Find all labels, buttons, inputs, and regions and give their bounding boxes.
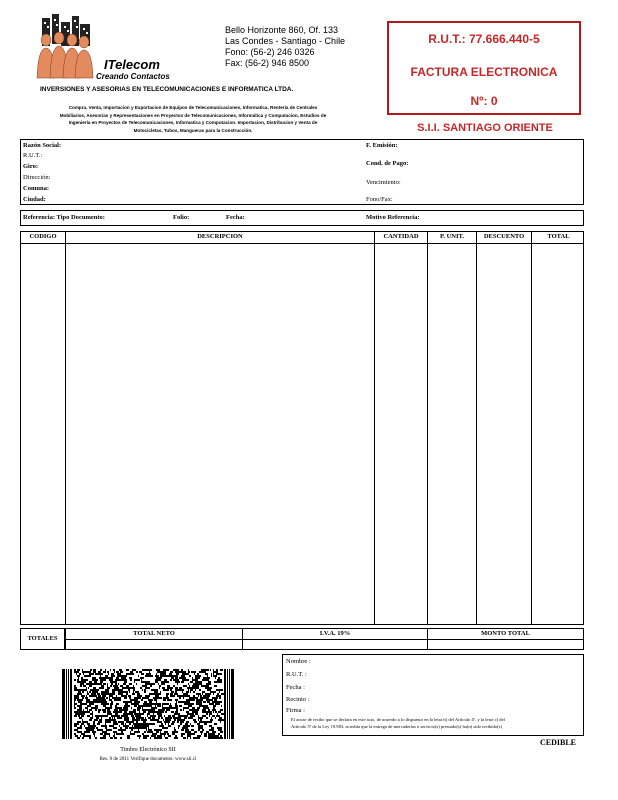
- total-neto-header: TOTAL NETO: [133, 630, 175, 637]
- comuna-label: Comuna:: [23, 185, 50, 192]
- header-divider: [21, 243, 583, 244]
- column-header-descripcion: DESCRIPCION: [197, 233, 243, 240]
- timbre-resolution: Res. 0 de 2011 Verifique documento: www.sii.cl: [99, 757, 197, 762]
- vencimiento-label: Vencimiento:: [366, 179, 401, 186]
- recinto-label: Recinto :: [286, 696, 310, 703]
- fecha-label: Fecha:: [226, 214, 245, 221]
- customer-info-box: [20, 139, 584, 205]
- column-header-descuento: DESCUENTO: [483, 233, 525, 240]
- firma-label: Firma :: [286, 707, 305, 714]
- totals-label: TOTALES: [27, 635, 58, 642]
- column-divider: [65, 232, 66, 624]
- referencia-tipo-label: Referencia: Tipo Documento:: [23, 214, 105, 221]
- totals-divider: [66, 639, 583, 640]
- description-line: Compra, Venta, Importacion y Exportacion de Equipos de Telecomunicaciones, Informatica, Rentería de Centrales: [68, 105, 318, 110]
- column-divider: [531, 232, 532, 624]
- description-line: Motocicletas, Tubos, Mangueras para la Construcción.: [133, 127, 253, 133]
- document-type: FACTURA ELECTRONICA: [410, 65, 558, 79]
- cond-pago-label: Cond. de Pago:: [366, 160, 409, 167]
- ciudad-label: Ciudad:: [23, 196, 46, 203]
- totals-grid: [65, 628, 584, 650]
- timbre-label: Timbre Electrónico SII: [120, 747, 176, 753]
- company-name: INVERSIONES Y ASESORIAS EN TELECOMUNICACIONES E INFORMATICA LTDA.: [40, 86, 294, 93]
- company-address: [225, 25, 345, 69]
- totals-label-box: [20, 628, 65, 650]
- document-header-box: [387, 21, 581, 115]
- legal-text: [291, 716, 581, 730]
- description-line: Mobiliarios, Asesorías y Representaciones en Proyectos de Telecomunicaciones, Informática y Computacion, Estudios de: [59, 112, 327, 118]
- column-divider: [476, 232, 477, 624]
- items-table: [20, 231, 584, 625]
- emision-label: F. Emisión:: [366, 142, 398, 149]
- column-divider: [427, 232, 428, 624]
- monto-total-header: MONTO TOTAL: [481, 630, 530, 637]
- people-city-logo-icon: [34, 14, 96, 82]
- motivo-label: Motivo Referencia:: [366, 214, 420, 221]
- barcode-icon: [62, 669, 234, 739]
- company-description: [18, 104, 368, 134]
- address-line: Bello Horizonte 860, Of. 133: [225, 25, 339, 35]
- sii-office: S.I.I. SANTIAGO ORIENTE: [417, 122, 553, 134]
- receipt-fecha-label: Fecha :: [286, 684, 305, 691]
- column-header-precio-unitario: P. UNIT.: [439, 233, 465, 240]
- folio-label: Folio:: [173, 214, 190, 221]
- column-header-cantidad: CANTIDAD: [383, 233, 419, 240]
- nombre-label: Nombre :: [286, 658, 311, 665]
- legal-line: Artículo 5º de la Ley 19.983, acredita que la entrega de mercaderías o servicio(s) prestado(s) ha(n) sido recibido(s): [291, 724, 502, 729]
- pdf417-barcode: [62, 669, 234, 739]
- description-line: Ingeniería en Proyectos de Telecomunicaciones, Informatica y Computacion. Importacion, Distribucion y Venta de: [68, 120, 318, 125]
- rut-label: R.U.T.:: [23, 152, 43, 159]
- brand-name: ITelecom: [104, 57, 160, 72]
- company-logo: [34, 14, 96, 82]
- giro-label: Giro:: [23, 163, 39, 170]
- brand-tagline: Creando Contactos: [96, 72, 170, 81]
- razon-social-label: Razón Social:: [23, 142, 62, 149]
- legal-line: El acuse de recibo que se declara en este acto, de acuerdo a lo dispuesto en la letra b) del Artículo 4º, y la letra c) del: [291, 717, 505, 722]
- iva-header: I.V.A. 19%: [319, 630, 351, 637]
- column-divider: [374, 232, 375, 624]
- receipt-rut-label: R.U.T. :: [286, 671, 307, 678]
- cedible-label: CEDIBLE: [540, 738, 577, 747]
- acuse-recibo-box: [282, 654, 584, 736]
- address-line: Fono: (56-2) 246 0326: [225, 47, 315, 57]
- document-rut: R.U.T.: 77.666.440-5: [428, 32, 540, 46]
- reference-box: [20, 210, 584, 226]
- document-number: Nº: 0: [470, 94, 498, 108]
- direccion-label: Dirección:: [23, 174, 51, 181]
- fono-fax-label: Fono/Fax:: [366, 196, 393, 203]
- address-line: Fax: (56-2) 946 8500: [225, 58, 310, 68]
- column-header-total: TOTAL: [547, 233, 570, 240]
- address-line: Las Condes - Santiago - Chile: [225, 36, 346, 46]
- column-header-codigo: CODIGO: [29, 233, 57, 240]
